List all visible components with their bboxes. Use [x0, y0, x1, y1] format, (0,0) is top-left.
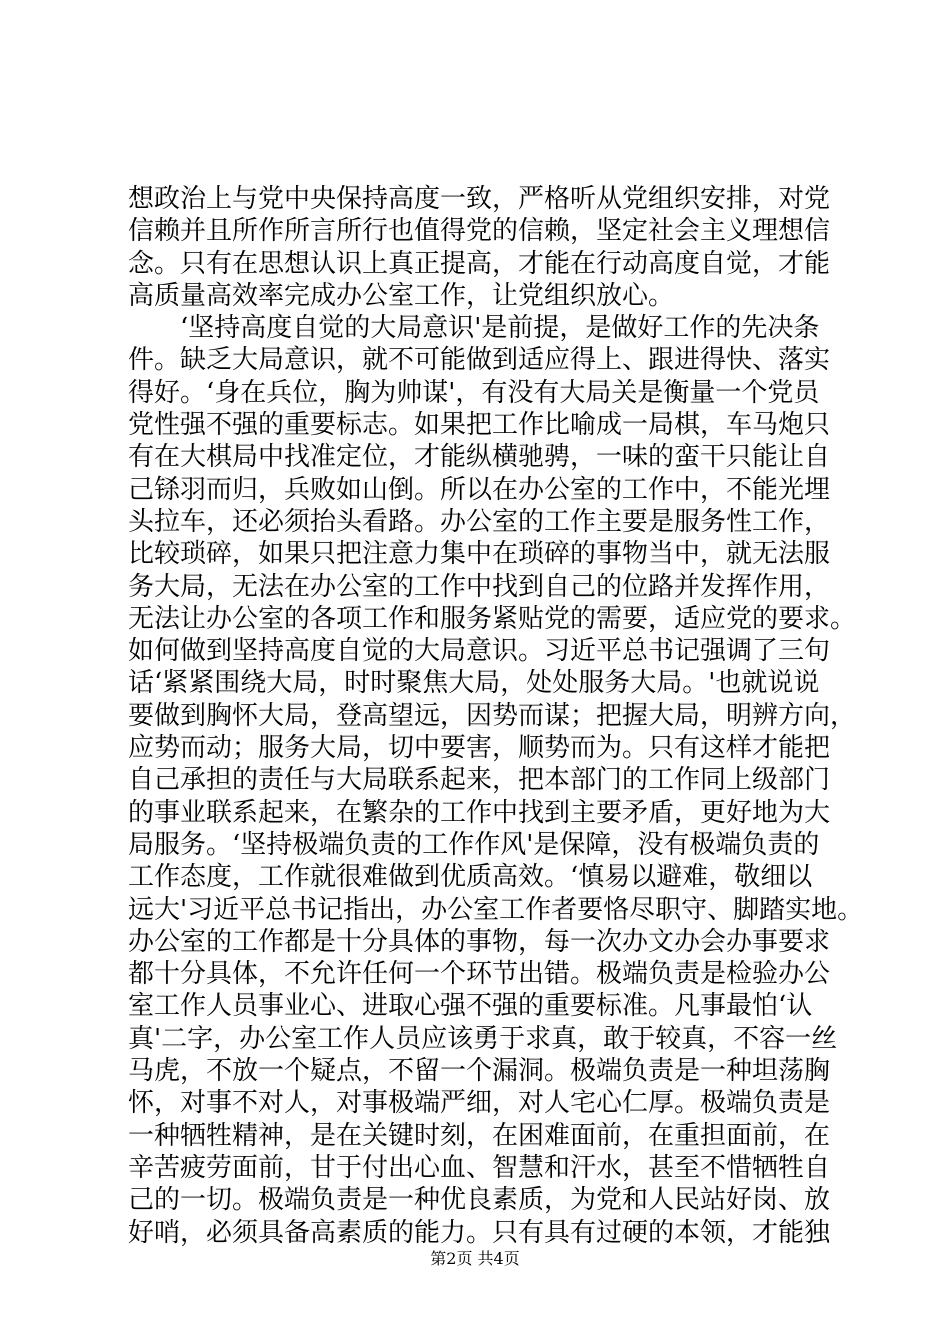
text-line: 怀，对事不对人，对事极端严细，对人宅心仁厚。极端负责是	[128, 1088, 831, 1119]
text-line: 要做到胸怀大局，登高望远，因势而谋；把握大局，明辨方向，	[128, 700, 857, 731]
text-line: 头拉车，还必须抬头看路。办公室的工作主要是服务性工作，	[128, 506, 831, 537]
text-line: 念。只有在思想认识上真正提高，才能在行动高度自觉，才能	[128, 248, 831, 279]
text-line: 己铩羽而归，兵败如山倒。所以在办公室的工作中，不能光埋	[128, 474, 831, 505]
body-text	[128, 183, 864, 1249]
text-line: 应势而动；服务大局，切中要害，顺势而为。只有这样才能把	[128, 733, 831, 764]
text-line: 真'二字，办公室工作人员应该勇于求真，敢于较真，不容一丝	[128, 1023, 838, 1054]
text-line: 办公室的工作都是十分具体的事物，每一次办文办会办事要求	[128, 926, 831, 957]
text-line: 得好。‘身在兵位，胸为帅谋'，有没有大局关是衡量一个党员	[128, 377, 820, 408]
text-line: ‘坚持高度自觉的大局意识'是前提，是做好工作的先决条	[128, 313, 820, 344]
text-line: 想政治上与党中央保持高度一致，严格听从党组织安排，对党	[128, 184, 831, 214]
text-line: 话‘紧紧围绕大局，时时聚焦大局，处处服务大局。'也就说说	[128, 668, 820, 699]
text-line: 党性强不强的重要标志。如果把工作比喻成一局棋，车马炮只	[128, 410, 831, 441]
text-line: 无法让办公室的各项工作和服务紧贴党的需要，适应党的要求。	[128, 603, 857, 634]
text-line: 件。缺乏大局意识，就不可能做到适应得上、跟进得快、落实	[128, 345, 831, 376]
text-line: 局服务。‘坚持极端负责的工作作风'是保障，没有极端负责的	[128, 829, 820, 860]
text-line: 都十分具体，不允许任何一个环节出错。极端负责是检验办公	[128, 959, 831, 990]
text-line: 的事业联系起来，在繁杂的工作中找到主要矛盾，更好地为大	[128, 797, 831, 828]
text-line: 自己承担的责任与大局联系起来，把本部门的工作同上级部门	[128, 765, 831, 796]
text-line: 辛苦疲劳面前，甘于付出心血、智慧和汗水，甚至不惜牺牲自	[128, 1152, 831, 1183]
text-line: 室工作人员事业心、进取心强不强的重要标准。凡事最怕‘认	[128, 991, 813, 1022]
page-number-footer: 第2页 共4页	[430, 1249, 520, 1268]
text-line: 远大'习近平总书记指出，办公室工作者要恪尽职守、脚踏实地。	[128, 894, 864, 925]
text-line: 比较琐碎，如果只把注意力集中在琐碎的事物当中，就无法服	[128, 539, 831, 570]
text-line: 如何做到坚持高度自觉的大局意识。习近平总书记强调了三句	[128, 636, 831, 667]
text-line: 一种牺牲精神，是在关键时刻，在困难面前，在重担面前，在	[128, 1120, 831, 1151]
text-line: 务大局，无法在办公室的工作中找到自己的位路并发挥作用，	[128, 571, 831, 602]
text-line: 马虎，不放一个疑点，不留一个漏洞。极端负责是一种坦荡胸	[128, 1056, 831, 1087]
text-line: 有在大棋局中找准定位，才能纵横驰骋，一味的蛮干只能让自	[128, 442, 831, 473]
text-line: 信赖并且所作所言所行也值得党的信赖，坚定社会主义理想信	[128, 216, 831, 247]
text-line: 己的一切。极端负责是一种优良素质，为党和人民站好岗、放	[128, 1185, 831, 1216]
text-line: 高质量高效率完成办公室工作，让党组织放心。	[128, 280, 675, 311]
text-line: 工作态度，工作就很难做到优质高效。‘慎易以避难，敬细以	[128, 862, 813, 893]
text-line: 好哨，必须具备高素质的能力。只有具有过硬的本领，才能独	[128, 1217, 831, 1248]
